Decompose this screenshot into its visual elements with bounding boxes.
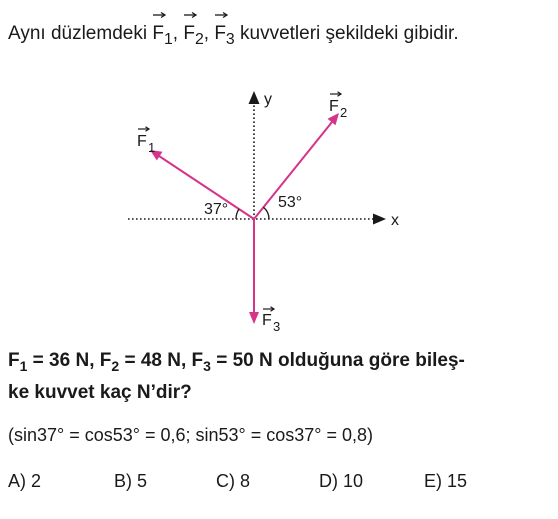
vector-f1-inline [152,14,164,54]
f2-subscript: 2 [340,105,348,120]
subscript-2: 2 [194,30,204,48]
option-letter: A) [8,471,32,491]
option-b[interactable] [114,468,147,494]
y-axis-label: y [264,91,272,108]
subscript-2: 2 [111,358,120,374]
y-axis-arrow-icon [249,91,260,104]
force-diagram [0,80,558,340]
force-letter: F [191,350,204,371]
option-value: 8 [240,471,251,491]
f2-letter: F [329,98,339,115]
f3-letter: F [262,312,272,329]
subscript-3: 3 [203,358,211,374]
f3-subscript: 3 [273,319,281,334]
intro-text-after: kuvvetleri şekildeki gibidir. [234,23,459,44]
angle-arc-53 [263,207,269,219]
angle-label-37: 37° [204,201,229,218]
f1-label [137,127,155,155]
f1-subscript: 1 [148,140,156,155]
option-e[interactable] [424,468,467,494]
vector-arrow-icon [152,11,166,19]
question-prompt-line: ke kuvvet kaç N’dir? [8,382,192,403]
comma: , [172,23,179,44]
question-intro [8,14,548,54]
option-value: 2 [31,471,42,491]
option-value: 15 [447,471,468,491]
option-value: 5 [137,471,148,491]
option-d[interactable] [319,468,363,494]
vector-f3-arrowhead-icon [249,312,259,324]
force-letter: F [8,350,20,371]
angle-arc-37 [236,209,239,219]
option-letter: D) [319,471,343,491]
option-value: 10 [343,471,364,491]
vector-letter: F [214,23,226,44]
comma: , [203,23,210,44]
option-c[interactable] [216,468,250,494]
option-letter: B) [114,471,138,491]
f2-value: = 48 N, [119,350,192,371]
question-values-line [8,348,465,374]
intro-text-before: Aynı düzlemdeki [8,23,153,44]
vector-letter: F [152,23,164,44]
force-letter: F [99,350,112,371]
option-letter: C) [216,471,240,491]
option-a[interactable] [8,468,41,494]
subscript-1: 1 [163,30,173,48]
vector-letter: F [183,23,195,44]
trig-hint: (sin37° = cos53° = 0,6; sin53° = cos37° = 0,8) [8,425,374,445]
subscript-1: 1 [19,358,28,374]
f1-letter: F [137,133,147,150]
f3-label [262,307,280,334]
vector-f2-inline [183,14,195,54]
angle-label-53: 53° [278,194,303,211]
vector-f3-inline [214,14,226,54]
x-axis-arrow-icon [373,214,386,225]
f3-value: = 50 N olduğuna göre bileş- [210,350,465,371]
subscript-3: 3 [225,30,235,48]
vector-arrow-icon [183,11,197,19]
option-letter: E) [424,471,448,491]
vector-arrow-icon [214,11,228,19]
f1-value: = 36 N, [27,350,100,371]
x-axis-label: x [391,212,399,229]
